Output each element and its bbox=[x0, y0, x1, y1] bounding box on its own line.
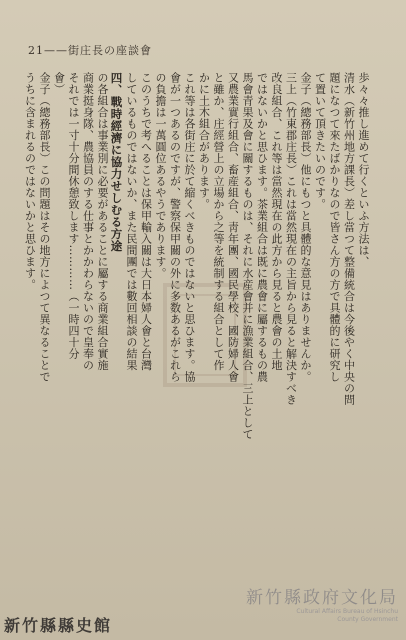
text-column: と雖か、庄經營上の立場から之等を統制する組合として作 bbox=[212, 72, 225, 371]
text-column: 三上（竹東郡庄長）これは當然現在の主旨から見ると解決すべき bbox=[284, 72, 298, 406]
text-column: 商業挺身隊、農協員のする仕事とかかわらないので皇奉の bbox=[81, 72, 95, 371]
text-column: ではないかと思ひます。茶業組合は既に農會に屬するもの農 bbox=[255, 72, 269, 383]
text-column: これ等は各街庄に於て縮くべきものではないと思ひます。協 bbox=[183, 72, 196, 383]
text-column: うちに含まれるのではないかと思ひます。 bbox=[23, 72, 37, 291]
header-sep: —— bbox=[44, 44, 68, 57]
text-column: 會が一つあるのですが、警察保甲關の外に多数あるがこれら bbox=[168, 72, 182, 383]
text-column: このうちで考へることは保甲輸入關は大日本婦人會と台灣 bbox=[139, 72, 153, 371]
text-column: の各組合は事業別に必要があることに屬する商業組合實施 bbox=[96, 72, 109, 371]
text-column: て置いて頂きたいのです。 bbox=[313, 72, 327, 210]
text-column: かに土木組合があります。 bbox=[197, 72, 211, 210]
running-title: 街庄長の座談會 bbox=[68, 44, 152, 57]
library-stamp: 新竹縣縣史館 bbox=[4, 616, 113, 635]
text-column: 改良組合、これ等は當然現在の此方から見ると農會の土地 bbox=[270, 72, 283, 371]
text-column: しているものではないか、また民間團では數回相談の結果 bbox=[125, 72, 138, 371]
section-heading: 四、戰時經濟に協力せしむる方途 bbox=[109, 72, 124, 252]
text-column: 又農業實行組合、畜産組合、靑年團、國民學校、國防婦人會 bbox=[226, 72, 240, 383]
text-column: 馬會青果及會に關するものは、それに水産會并に漁業組合、三上として bbox=[241, 72, 254, 440]
archive-name-en-1: Cultural Affairs Bureau of Hsinchu bbox=[296, 608, 398, 615]
text-column: 金子（總務部長）他にもつと具體的な意見はありませんか。 bbox=[299, 72, 312, 383]
archive-name-en-2: County Government bbox=[337, 616, 398, 623]
text-column: 金子（總務部長）この問題はその地方によつて異なることで bbox=[38, 72, 51, 383]
text-column: の負擔は一萬圓位あるやうであります。 bbox=[154, 72, 167, 279]
body-text bbox=[20, 72, 370, 577]
page-number: 21 bbox=[28, 44, 44, 57]
archive-name: 新竹縣政府文化局 bbox=[246, 588, 398, 608]
text-column: 題になつて來たばかりなので皆さん方の方で具體的に研究し bbox=[328, 72, 341, 383]
text-column: 歩々々推し進めて行くといふ方法は、 bbox=[357, 72, 370, 268]
text-column: 清水（新竹州地方課長）差し當つて整備統合は今後やく中央の問 bbox=[342, 72, 356, 406]
page-header bbox=[28, 42, 152, 58]
archive-watermark bbox=[246, 583, 398, 624]
text-column: それでは一寸十分間休憩致します…………（一時四十分 bbox=[67, 72, 80, 360]
text-column: 會） bbox=[52, 72, 66, 95]
